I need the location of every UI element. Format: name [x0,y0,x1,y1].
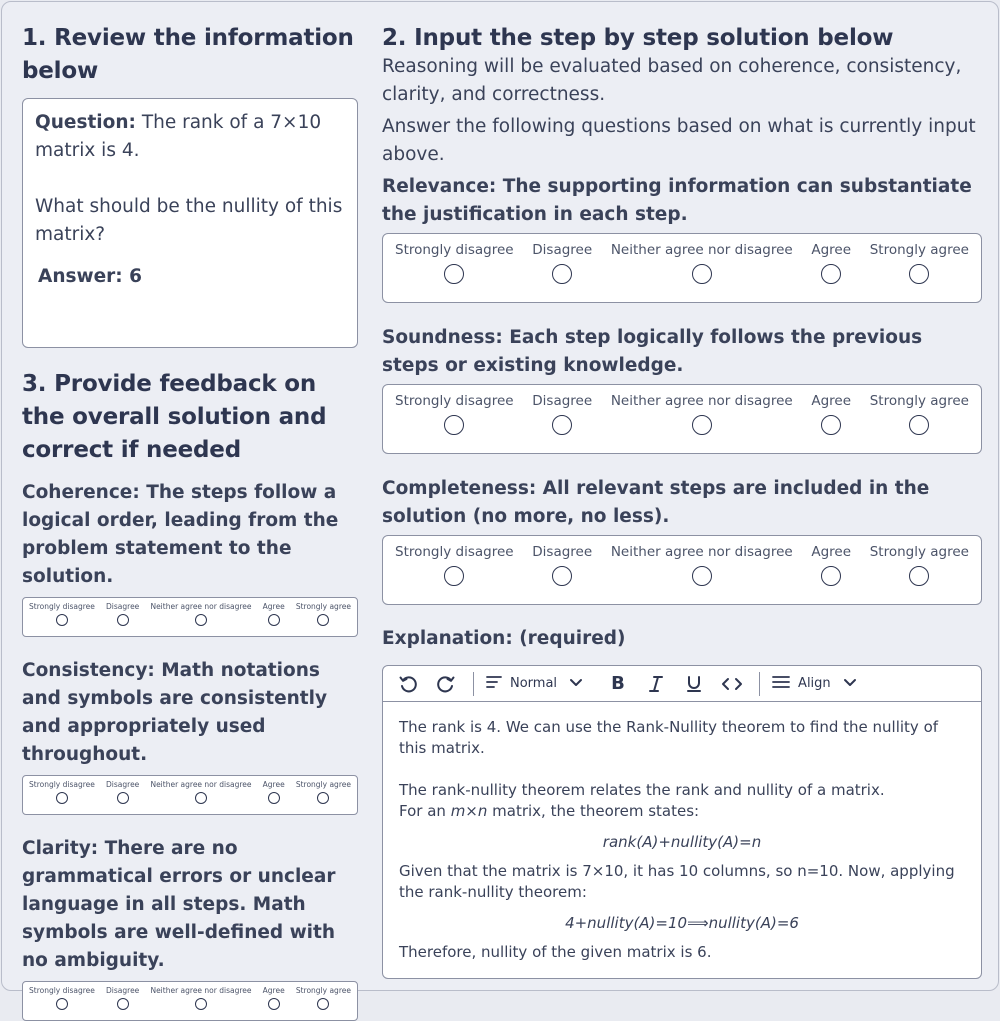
input-heading: 2. Input the step by step solution below [382,25,894,51]
question-text [35,109,345,165]
bold-icon[interactable]: B [611,673,625,694]
explanation-paragraph: Therefore, nullity of the given matrix is 6. [399,943,712,961]
toolbar-divider [759,672,760,696]
explanation-editor [382,665,982,979]
radio-strongly-disagree[interactable] [444,264,464,284]
editor-toolbar [383,666,981,702]
option-label: Agree [811,393,852,409]
text-fragment: matrix, the theorem states: [487,802,700,820]
option-label: Disagree [106,602,140,611]
radio-disagree[interactable] [117,792,129,804]
radio-disagree[interactable] [117,998,129,1010]
option-label: Strongly disagree [395,544,514,560]
radio-neither[interactable] [195,998,207,1010]
criterion-clarity [22,835,358,1021]
likert-scale-completeness [382,535,982,605]
option-label: Neither agree nor disagree [150,602,252,611]
criterion-relevance [382,173,982,303]
option-label: Agree [262,986,285,995]
left-column [22,22,358,1021]
instructions: Answer the following questions based on what is currently input above. [382,116,976,165]
radio-strongly-agree[interactable] [317,614,329,626]
option-label: Strongly agree [295,602,351,611]
radio-strongly-agree[interactable] [909,264,929,284]
likert-scale-coherence [22,597,358,637]
option-label: Disagree [532,544,593,560]
radio-neither[interactable] [692,264,712,284]
criterion-label: Consistency: Math notations and symbols are consistently and appropriately used throughout. [22,660,328,765]
format-dropdown[interactable] [486,675,583,693]
option-label: Strongly agree [869,242,969,258]
equation-nullity: 4+nullity(A)=10⟹nullity(A)=6 [565,914,799,932]
criterion-label: Relevance: The supporting information can substantiate the justification in each step. [382,176,972,225]
option-label: Strongly agree [869,393,969,409]
radio-agree[interactable] [268,998,280,1010]
option-label: Disagree [532,242,593,258]
radio-disagree[interactable] [117,614,129,626]
option-label: Neither agree nor disagree [150,986,252,995]
option-label: Neither agree nor disagree [610,544,793,560]
equation-rank-nullity: rank(A)+nullity(A)=n [602,833,762,851]
option-label: Agree [262,780,285,789]
editor-content[interactable] [383,702,981,963]
option-label: Strongly disagree [29,780,95,789]
criterion-coherence [22,479,358,637]
option-label: Strongly agree [869,544,969,560]
criterion-label: Clarity: There are no grammatical errors or unclear language in all steps. Math symbols are well-defined with no ambiguity. [22,838,336,971]
option-label: Strongly disagree [29,602,95,611]
likert-scale-soundness [382,384,982,454]
criterion-label: Soundness: Each step logically follows the previous steps or existing knowledge. [382,327,923,376]
radio-agree[interactable] [268,614,280,626]
option-label: Strongly disagree [29,986,95,995]
option-label: Disagree [106,780,140,789]
task-panel [1,1,999,995]
option-label: Neither agree nor disagree [610,242,793,258]
question-box [22,98,358,348]
likert-scale-clarity [22,981,358,1021]
radio-agree[interactable] [268,792,280,804]
chevron-down-icon [843,676,857,691]
explanation-paragraph [399,801,965,822]
option-label: Strongly disagree [395,393,514,409]
radio-neither[interactable] [195,792,207,804]
toolbar-divider [473,672,474,696]
radio-neither[interactable] [692,566,712,586]
option-label: Agree [811,544,852,560]
criterion-soundness [382,324,982,454]
underline-icon[interactable] [681,671,707,697]
chevron-down-icon [569,676,583,691]
radio-agree[interactable] [821,566,841,586]
explanation-label: Explanation: (required) [382,628,626,649]
radio-strongly-agree[interactable] [317,998,329,1010]
answer-label: Answer: 6 [38,266,142,287]
radio-strongly-disagree[interactable] [444,566,464,586]
right-column [382,22,982,979]
align-dropdown[interactable] [772,675,857,693]
question-line2: What should be the nullity of this matrix? [35,196,343,245]
redo-icon[interactable] [433,671,459,697]
math-fragment: m×n [450,802,488,820]
radio-strongly-disagree[interactable] [56,614,68,626]
option-label: Neither agree nor disagree [610,393,793,409]
option-label: Disagree [106,986,140,995]
radio-strongly-agree[interactable] [317,792,329,804]
radio-strongly-agree[interactable] [909,566,929,586]
radio-disagree[interactable] [552,566,572,586]
explanation-paragraph: The rank is 4. We can use the Rank-Nullity theorem to find the nullity of this matrix. [399,718,939,757]
question-label: Question: [35,112,136,133]
criterion-label: Coherence: The steps follow a logical order, leading from the problem statement to the solution. [22,482,339,587]
option-label: Strongly disagree [395,242,514,258]
format-value: Normal [510,676,558,691]
option-label: Strongly agree [295,780,351,789]
code-icon[interactable] [719,671,745,697]
radio-strongly-disagree[interactable] [56,792,68,804]
radio-strongly-disagree[interactable] [56,998,68,1010]
radio-strongly-agree[interactable] [909,415,929,435]
criterion-consistency [22,657,358,815]
option-label: Strongly agree [295,986,351,995]
explanation-paragraph: The rank-nullity theorem relates the rank and nullity of a matrix. [399,781,885,799]
radio-disagree[interactable] [552,264,572,284]
radio-neither[interactable] [692,415,712,435]
explanation-paragraph: Given that the matrix is 7×10, it has 10 columns, so n=10. Now, applying the rank-nullity theorem: [399,862,955,901]
criterion-completeness [382,475,982,605]
radio-neither[interactable] [195,614,207,626]
evaluation-note: Reasoning will be evaluated based on coherence, consistency, clarity, and correctness. [382,56,962,105]
italic-icon[interactable] [643,671,669,697]
align-value: Align [798,676,831,691]
radio-disagree[interactable] [552,415,572,435]
option-label: Agree [811,242,852,258]
radio-strongly-disagree[interactable] [444,415,464,435]
option-label: Neither agree nor disagree [150,780,252,789]
option-label: Agree [262,602,285,611]
radio-agree[interactable] [821,415,841,435]
undo-icon[interactable] [395,671,421,697]
question-line1: The rank of a 7×10 matrix is 4. [35,112,322,161]
text-fragment: For an [399,802,451,820]
likert-scale-relevance [382,233,982,303]
feedback-heading: 3. Provide feedback on the overall solution and correct if needed [22,371,327,463]
align-icon [772,675,790,693]
option-label: Disagree [532,393,593,409]
criterion-label: Completeness: All relevant steps are included in the solution (no more, no less). [382,478,930,527]
likert-scale-consistency [22,775,358,815]
paragraph-icon [486,675,502,693]
radio-agree[interactable] [821,264,841,284]
review-heading: 1. Review the information below [22,25,354,84]
